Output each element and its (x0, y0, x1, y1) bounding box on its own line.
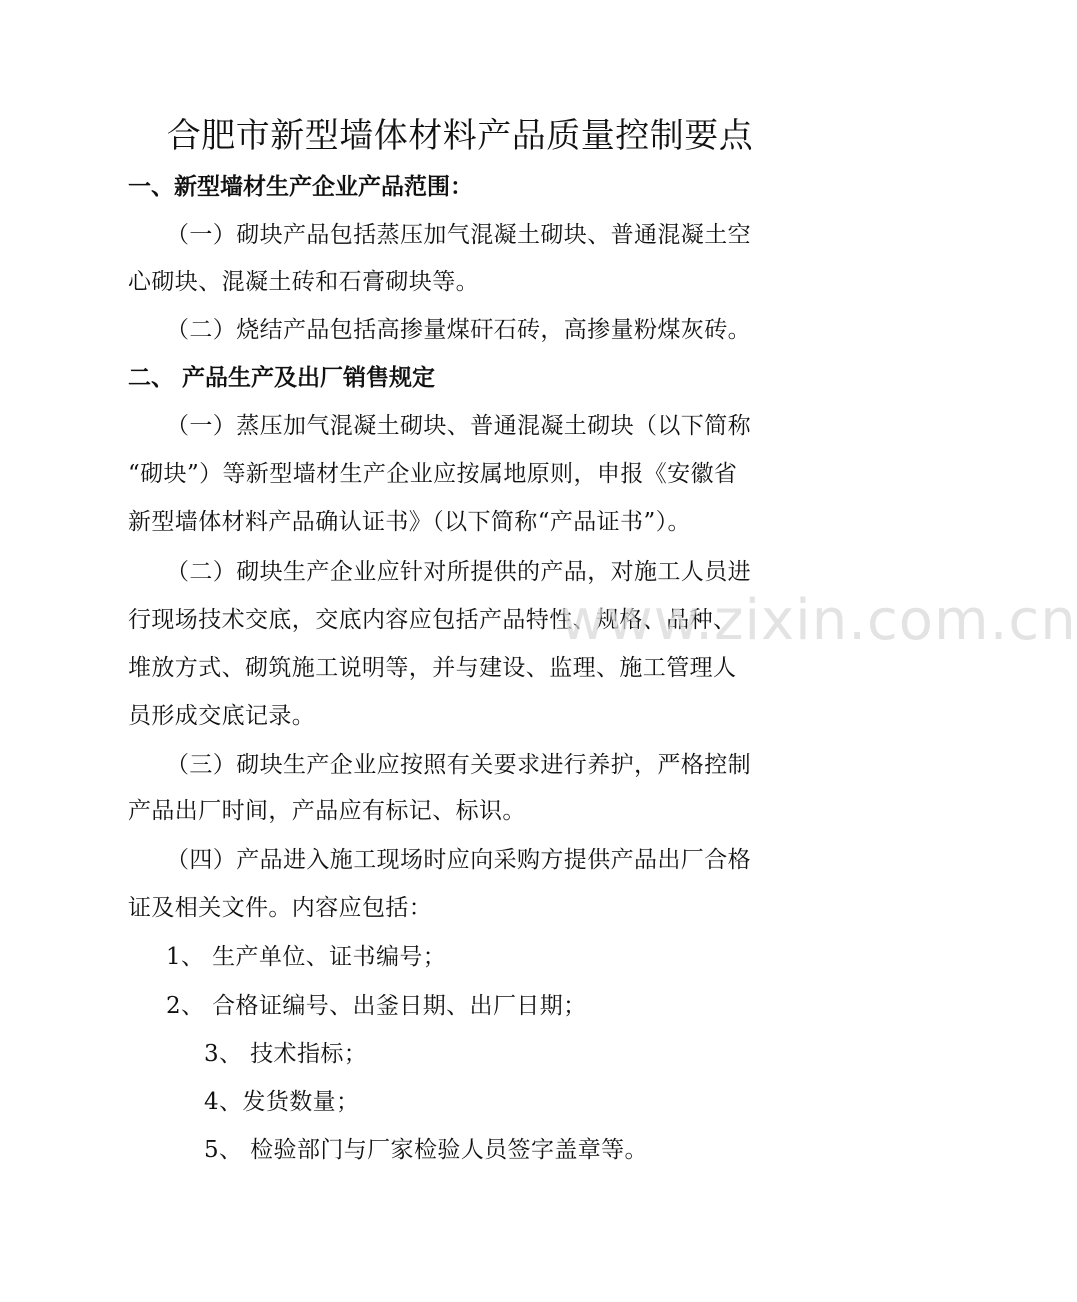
document-title: 合肥市新型墙体材料产品质量控制要点 (166, 116, 754, 156)
section-2-para-1-line-3: 新型墙体材料产品确认证书》（以下简称“产品证书”）。 (128, 509, 691, 535)
section-1-para-1-line-1: （一）砌块产品包括蒸压加气混凝土砌块、普通混凝土空 (166, 222, 751, 248)
list-item-3: 3、 技术指标； (204, 1041, 368, 1067)
section-2-para-1-line-2: “砌块”）等新型墙材生产企业应按属地原则，申报《安徽省 (128, 461, 738, 487)
section-2-para-4-line-1: （四）产品进入施工现场时应向采购方提供产品出厂合格 (166, 847, 751, 873)
watermark: www.zixin.com.cn (560, 588, 1077, 653)
section-1-heading: 一、新型墙材生产企业产品范围： (128, 173, 473, 200)
list-item-5: 5、 检验部门与厂家检验人员签字盖章等。 (204, 1137, 648, 1163)
list-item-2: 2、 合格证编号、出釜日期、出厂日期； (166, 993, 587, 1019)
section-2-para-3-line-2: 产品出厂时间，产品应有标记、标识。 (128, 798, 526, 824)
section-2-para-1-line-1: （一）蒸压加气混凝土砌块、普通混凝土砌块（以下简称 (166, 413, 751, 439)
list-item-1: 1、 生产单位、证书编号； (166, 944, 447, 970)
section-1-para-1-line-2: 心砌块、混凝土砖和石膏砌块等。 (128, 269, 479, 295)
section-2-para-2-line-1: （二）砌块生产企业应针对所提供的产品，对施工人员进 (166, 559, 751, 585)
section-2-para-2-line-2: 行现场技术交底，交底内容应包括产品特性、规格、品种、 (128, 607, 737, 633)
section-2-para-2-line-4: 员形成交底记录。 (128, 703, 316, 729)
section-2-para-4-line-2: 证及相关文件。内容应包括： (128, 895, 433, 921)
section-2-para-3-line-1: （三）砌块生产企业应按照有关要求进行养护，严格控制 (166, 752, 751, 778)
section-1-para-2-line-1: （二）烧结产品包括高掺量煤矸石砖，高掺量粉煤灰砖。 (166, 317, 751, 343)
section-2-para-2-line-3: 堆放方式、砌筑施工说明等，并与建设、监理、施工管理人 (128, 655, 737, 681)
list-item-4: 4、发货数量； (204, 1089, 360, 1115)
section-2-heading: 二、 产品生产及出厂销售规定 (128, 364, 436, 391)
